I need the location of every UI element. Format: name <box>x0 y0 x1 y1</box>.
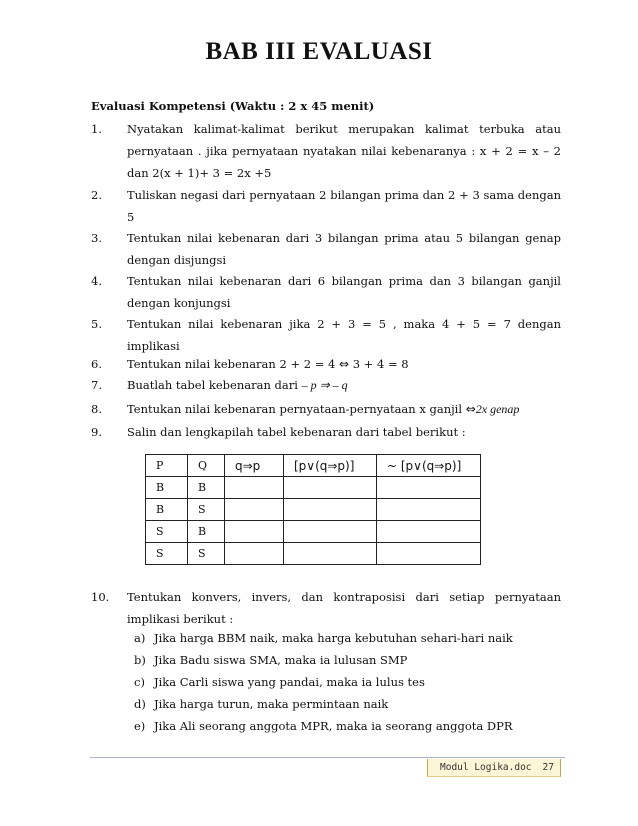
question-number: 7. <box>91 378 102 392</box>
biconditional-symbol: ⇔ <box>338 357 350 371</box>
question-number: 5. <box>91 317 102 331</box>
table-header-cell: P <box>146 455 188 477</box>
question-1 <box>91 118 561 184</box>
question-7 <box>91 374 561 396</box>
truth-table <box>145 454 481 565</box>
table-cell: B <box>188 521 225 543</box>
table-cell: S <box>188 499 225 521</box>
table-cell-empty <box>284 521 377 543</box>
question-number: 9. <box>91 425 102 439</box>
question-9 <box>91 421 561 443</box>
table-header-cell: ~ [p∨(q⇒p)] <box>377 455 481 477</box>
table-cell-empty <box>377 477 481 499</box>
formula: 2x genap <box>475 402 520 416</box>
table-cell-empty <box>284 543 377 565</box>
table-cell-empty <box>377 543 481 565</box>
question-number: 8. <box>91 402 102 416</box>
question-10 <box>91 586 561 630</box>
question-text: Tentukan nilai kebenaran 2 + 2 = 4 <box>127 357 339 371</box>
table-cell-empty <box>377 499 481 521</box>
sub-item-e <box>134 716 513 736</box>
table-cell: S <box>146 543 188 565</box>
sub-item-text: Jika Badu siswa SMA, maka ia lulusan SMP <box>154 653 408 667</box>
table-cell-empty <box>225 477 284 499</box>
section-subtitle: Evaluasi Kompetensi (Waktu : 2 x 45 menit) <box>91 99 375 113</box>
question-text: Tuliskan negasi dari pernyataan 2 bilangan prima dan 2 + 3 sama dengan 5 <box>127 188 561 224</box>
sub-item-text: Jika harga turun, maka permintaan naik <box>154 697 389 711</box>
sub-item-text: Jika Ali seorang anggota MPR, maka ia seorang anggota DPR <box>154 719 513 733</box>
table-cell: B <box>188 477 225 499</box>
footer-filename: Modul Logika.doc <box>440 762 532 773</box>
question-number: 2. <box>91 188 102 202</box>
table-header-cell: Q <box>188 455 225 477</box>
question-8 <box>91 398 561 420</box>
table-cell-empty <box>225 543 284 565</box>
sub-item-a <box>134 628 513 648</box>
question-text: Tentukan nilai kebenaran pernyataan-pernyataan x ganjil <box>127 402 466 416</box>
sub-item-d <box>134 694 388 714</box>
question-text: Salin dan lengkapilah tabel kebenaran dari tabel berikut : <box>127 425 466 439</box>
question-number: 3. <box>91 231 102 245</box>
sub-item-label: e) <box>134 719 146 733</box>
biconditional-symbol: ⇔ <box>465 402 476 416</box>
page-number: 27 <box>542 762 554 773</box>
question-text: Buatlah tabel kebenaran dari <box>127 378 302 392</box>
question-6 <box>91 353 561 375</box>
sub-item-label: c) <box>134 675 145 689</box>
sub-item-c <box>134 672 425 692</box>
question-number: 6. <box>91 357 102 371</box>
question-5 <box>91 313 561 357</box>
footer <box>427 759 561 777</box>
table-header-cell: q⇒p <box>225 455 284 477</box>
sub-item-text: Jika harga BBM naik, maka harga kebutuhan sehari-hari naik <box>154 631 513 645</box>
table-row <box>146 543 481 565</box>
question-number: 1. <box>91 122 102 136</box>
sub-item-b <box>134 650 407 670</box>
footer-rule <box>90 757 565 758</box>
table-cell-empty <box>377 521 481 543</box>
table-cell: S <box>188 543 225 565</box>
table-header-cell: [p∨(q⇒p)] <box>284 455 377 477</box>
question-number: 10. <box>91 590 110 604</box>
question-text: Tentukan nilai kebenaran dari 6 bilangan prima dan 3 bilangan ganjil dengan konjungsi <box>127 274 561 310</box>
sub-item-text: Jika Carli siswa yang pandai, maka ia lulus tes <box>154 675 425 689</box>
sub-item-label: a) <box>134 631 146 645</box>
question-text: Tentukan konvers, invers, dan kontraposisi dari setiap pernyataan implikasi berikut : <box>127 590 561 626</box>
table-cell: B <box>146 477 188 499</box>
question-text: Nyatakan kalimat-kalimat berikut merupakan kalimat terbuka atau pernyataan . jika pernyataan nyatakan nilai kebenaranya : x + 2 = x – 2 dan 2(x + 1)+ 3 = 2x +5 <box>127 122 561 180</box>
table-cell: B <box>146 499 188 521</box>
table-cell-empty <box>284 499 377 521</box>
table-row <box>146 477 481 499</box>
question-text-end: 3 + 4 = 8 <box>349 357 409 371</box>
question-text: Tentukan nilai kebenaran jika 2 + 3 = 5 , maka 4 + 5 = 7 dengan implikasi <box>127 317 561 353</box>
sub-item-label: b) <box>134 653 146 667</box>
question-text: Tentukan nilai kebenaran dari 3 bilangan prima atau 5 bilangan genap dengan disjungsi <box>127 231 561 267</box>
table-cell: S <box>146 521 188 543</box>
table-cell-empty <box>284 477 377 499</box>
table-cell-empty <box>225 521 284 543</box>
formula: – p ⇒ – q <box>301 378 348 392</box>
question-number: 4. <box>91 274 102 288</box>
table-cell-empty <box>225 499 284 521</box>
table-header-row <box>146 455 481 477</box>
table-row <box>146 521 481 543</box>
page-title: BAB III EVALUASI <box>205 38 433 65</box>
table-row <box>146 499 481 521</box>
question-4 <box>91 270 561 314</box>
question-3 <box>91 227 561 271</box>
question-2 <box>91 184 561 228</box>
sub-item-label: d) <box>134 697 146 711</box>
